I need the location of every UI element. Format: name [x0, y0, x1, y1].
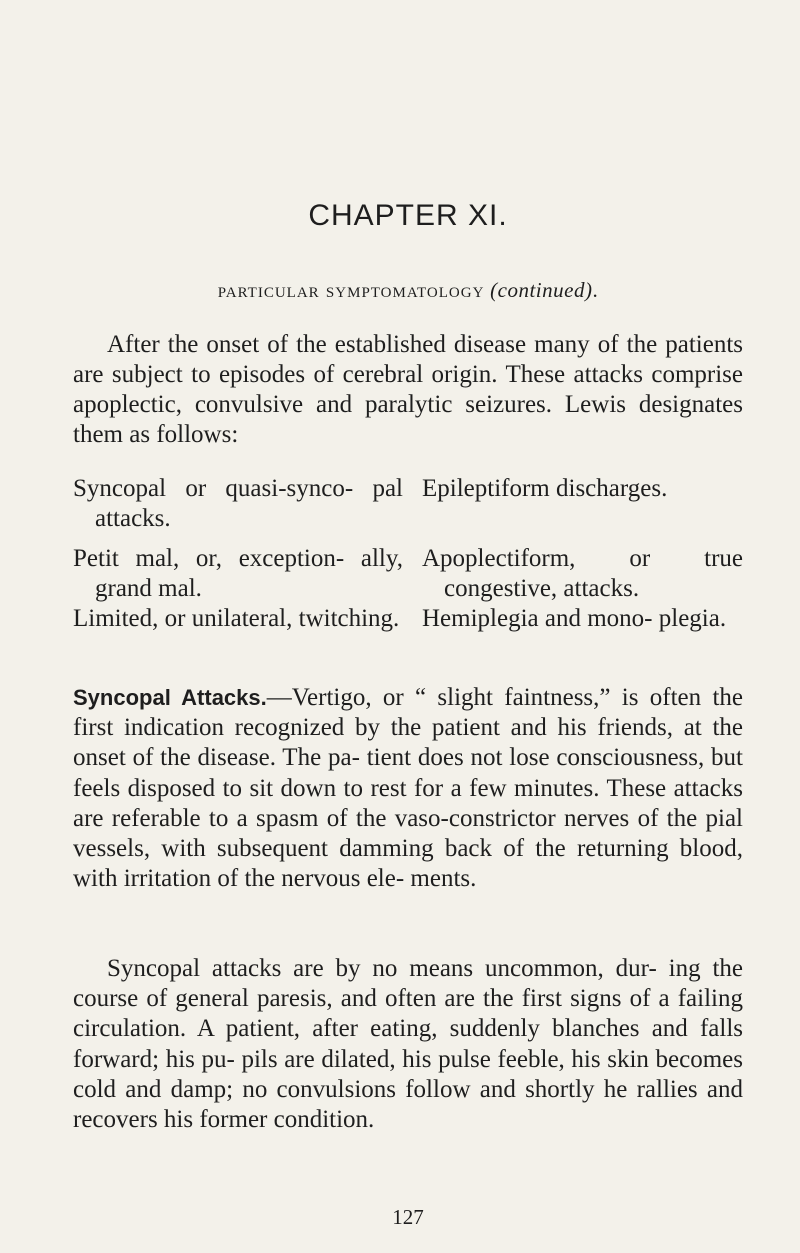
subtitle-continued: (continued)	[490, 278, 593, 302]
chapter-subtitle	[73, 276, 743, 304]
section-paragraph-1	[73, 683, 743, 894]
section-heading: Syncopal Attacks.	[73, 685, 267, 710]
page-number: 127	[392, 1205, 424, 1229]
intro-paragraph: After the onset of the established disease many of the patients are subject to episodes of cerebral origin. These attacks comprise apoplectic, convulsive and paralytic seizures. Lewis designates them as follows:	[73, 331, 743, 448]
form-item-syncopal: Syncopal or quasi-synco- pal attacks.	[73, 475, 403, 532]
subtitle-period: .	[592, 278, 599, 302]
subtitle-caps: particular symptomatology	[217, 278, 485, 302]
form-item-hemiplegia: Hemiplegia and mono- plegia.	[422, 605, 727, 632]
section-paragraph-1-text: —Vertigo, or “ slight faintness,” is often the first indication recognized by the patient and his friends, at the onset of the disease. The pa- tient does not lose consciousness, but feels disposed to sit down to rest for a few minutes. These attacks are referable to a spasm of the vaso-constrictor nerves of the pial vessels, with subsequent damming back of the returning blood, with irritation of the nervous ele- ments.	[73, 684, 743, 893]
section-paragraph-2: Syncopal attacks are by no means uncommon, dur- ing the course of general paresis, and often are the first signs of a failing circulation. A patient, after eating, suddenly blanches and falls forward; his pu- pils are dilated, his pulse feeble, his skin becomes cold and damp; no convulsions follow and shortly he rallies and recovers his former condition.	[73, 955, 743, 1134]
form-item-petit-mal: Petit mal, or, exception- ally, grand mal.	[73, 545, 403, 602]
chapter-title: CHAPTER XI.	[308, 199, 508, 232]
form-item-twitching: Limited, or unilateral, twitching.	[73, 605, 400, 632]
form-item-apoplectiform: Apoplectiform, or true congestive, attacks.	[422, 545, 743, 602]
form-item-epileptiform: Epileptiform discharges.	[422, 475, 668, 502]
